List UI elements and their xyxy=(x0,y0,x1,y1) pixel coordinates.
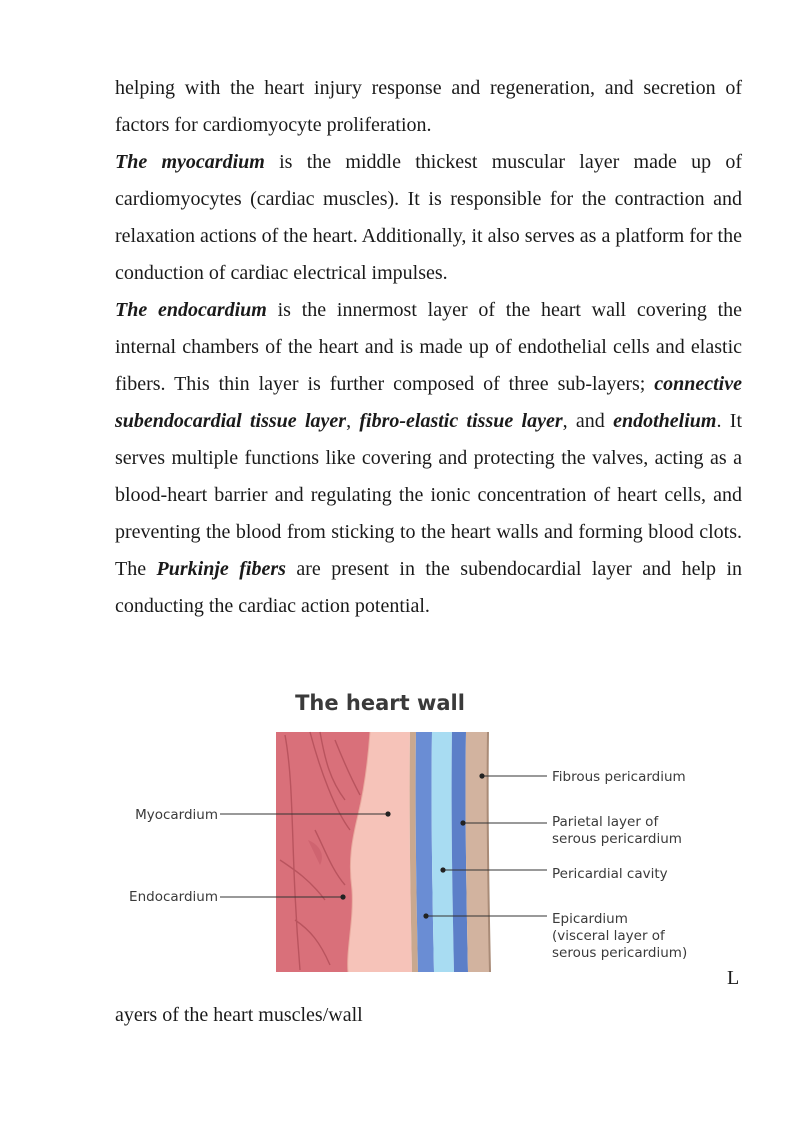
term-endocardium: The endocardium xyxy=(115,299,267,321)
heart-wall-figure xyxy=(120,680,720,980)
label-fibrous-pericardium: Fibrous pericardium xyxy=(552,769,686,785)
label-myocardium: Myocardium xyxy=(135,807,218,823)
term-purkinje: Purkinje fibers xyxy=(156,558,286,580)
term-fibro-elastic: fibro-elastic tissue layer xyxy=(359,410,563,432)
term-subendocardial: connective subendocardial tissue layer xyxy=(115,373,742,432)
term-endothelium: endothelium xyxy=(613,410,717,432)
parietal-layer xyxy=(452,732,468,972)
separator: , and xyxy=(562,410,614,432)
fibrous-pericardium-layer xyxy=(466,732,490,972)
label-parietal-2: serous pericardium xyxy=(552,831,682,847)
paragraph-myocardium xyxy=(115,144,742,292)
paragraph-text: is the innermost layer of the heart wall covering the internal chambers of the heart and is made up of endothelial cells and elastic fibers. This thin layer is further composed of three sub-layers; xyxy=(115,299,742,395)
figure-title: The heart wall xyxy=(295,691,465,715)
label-epicardium-2: (visceral layer of xyxy=(552,928,665,944)
paragraph-epicardium-end xyxy=(115,70,742,144)
paragraph-text: are present in the subendocardial layer and help in conducting the cardiac action potential. xyxy=(115,558,743,617)
paragraph-text: helping with the heart injury response and regeneration, and secretion of factors for cardiomyocyte proliferation. xyxy=(115,77,742,136)
caption-text: ayers of the heart muscles/wall xyxy=(115,1004,363,1026)
body-text xyxy=(115,70,742,625)
label-pericardial-cavity: Pericardial cavity xyxy=(552,866,668,882)
label-endocardium: Endocardium xyxy=(129,889,218,905)
heart-wall-diagram xyxy=(120,680,720,980)
paragraph-text: . It serves multiple functions like covering and protecting the valves, acting as a blood-heart barrier and regulating the ionic concentration of heart cells, and preventing the blood from sticking to the heart walls and forming blood clots. The xyxy=(115,410,743,580)
caption-first-letter: L xyxy=(727,967,740,989)
epicardium-layer xyxy=(416,732,434,972)
paragraph-text: is the middle thickest muscular layer made up of cardiomyocytes (cardiac muscles). It is responsible for the contraction and relaxation actions of the heart. Additionally, it also serves as a platform for the conduction of cardiac electrical impulses. xyxy=(115,151,743,284)
paragraph-endocardium xyxy=(115,292,742,625)
label-parietal-1: Parietal layer of xyxy=(552,814,659,830)
pericardial-cavity-layer xyxy=(432,732,454,972)
separator: , xyxy=(346,410,360,432)
label-epicardium-3: serous pericardium) xyxy=(552,945,688,961)
term-myocardium: The myocardium xyxy=(115,151,265,173)
label-epicardium-1: Epicardium xyxy=(552,911,628,927)
